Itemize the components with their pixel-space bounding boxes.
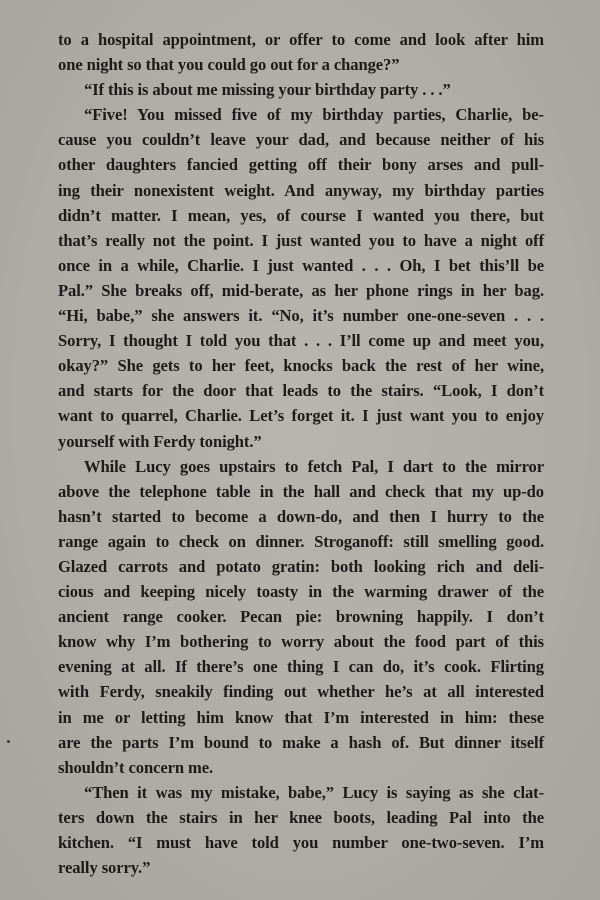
- text-line: “Hi, babe,” she answers it. “No, it’s number one-one-seven . . .: [58, 306, 544, 326]
- text-line: ancient range cooker. Pecan pie: browning happily. I don’t: [58, 607, 544, 627]
- text-line: once in a while, Charlie. I just wanted . . . Oh, I bet this’ll be: [58, 255, 544, 275]
- text-line: cious and keeping nicely toasty in the warming drawer of the: [58, 582, 544, 602]
- text-line: Sorry, I thought I told you that . . . I’ll come up and meet you,: [58, 331, 544, 351]
- text-line: “Then it was my mistake, babe,” Lucy is saying as she clat-: [84, 782, 544, 802]
- text-line: other daughters fancied getting off their bony arses and pull-: [58, 155, 544, 175]
- text-line: above the telephone table in the hall and check that my up-do: [58, 481, 544, 501]
- text-line: and starts for the door that leads to the stairs. “Look, I don’t: [58, 381, 544, 401]
- text-line: While Lucy goes upstairs to fetch Pal, I dart to the mirror: [84, 456, 544, 476]
- text-line: evening at all. If there’s one thing I can do, it’s cook. Flirting: [58, 657, 544, 677]
- text-line: ters down the stairs in her knee boots, leading Pal into the: [58, 807, 544, 827]
- text-line: are the parts I’m bound to make a hash of. But dinner itself: [58, 732, 544, 752]
- text-line: didn’t matter. I mean, yes, of course I wanted you there, but: [58, 205, 544, 225]
- text-line: kitchen. “I must have told you number one-two-seven. I’m: [58, 833, 544, 852]
- text-line: “If this is about me missing your birthday party . . .”: [84, 80, 451, 100]
- text-line: range again to check on dinner. Stroganoff: still smelling good.: [58, 531, 544, 551]
- text-line: want to quarrel, Charlie. Let’s forget it. I just want you to enjoy: [58, 406, 544, 426]
- text-line: one night so that you could go out for a change?”: [58, 55, 400, 75]
- text-line: Glazed carrots and potato gratin: both looking rich and deli-: [58, 556, 544, 576]
- text-line: yourself with Ferdy tonight.”: [58, 431, 262, 451]
- text-line: to a hospital appointment, or offer to come and look after him: [58, 30, 544, 49]
- text-line: shouldn’t concern me.: [58, 757, 214, 777]
- text-line: in me or letting him know that I’m interested in him: these: [58, 707, 544, 727]
- text-line: ing their nonexistent weight. And anyway, my birthday parties: [58, 180, 544, 200]
- text-line: cause you couldn’t leave your dad, and because neither of his: [58, 130, 544, 150]
- text-line: “Five! You missed five of my birthday parties, Charlie, be-: [84, 105, 544, 125]
- text-line: with Ferdy, sneakily finding out whether he’s at all interested: [58, 682, 544, 702]
- page-speck: [7, 740, 10, 743]
- body-text: [58, 27, 544, 880]
- text-line: really sorry.”: [58, 858, 151, 878]
- text-line: hasn’t started to become a down-do, and then I hurry to the: [58, 506, 544, 526]
- text-line: okay?” She gets to her feet, knocks back the rest of her wine,: [58, 356, 544, 376]
- text-line: that’s really not the point. I just wanted you to have a night off: [58, 230, 544, 250]
- text-line: Pal.” She breaks off, mid-berate, as her phone rings in her bag.: [58, 280, 544, 300]
- text-line: know why I’m bothering to worry about the food part of this: [58, 632, 544, 652]
